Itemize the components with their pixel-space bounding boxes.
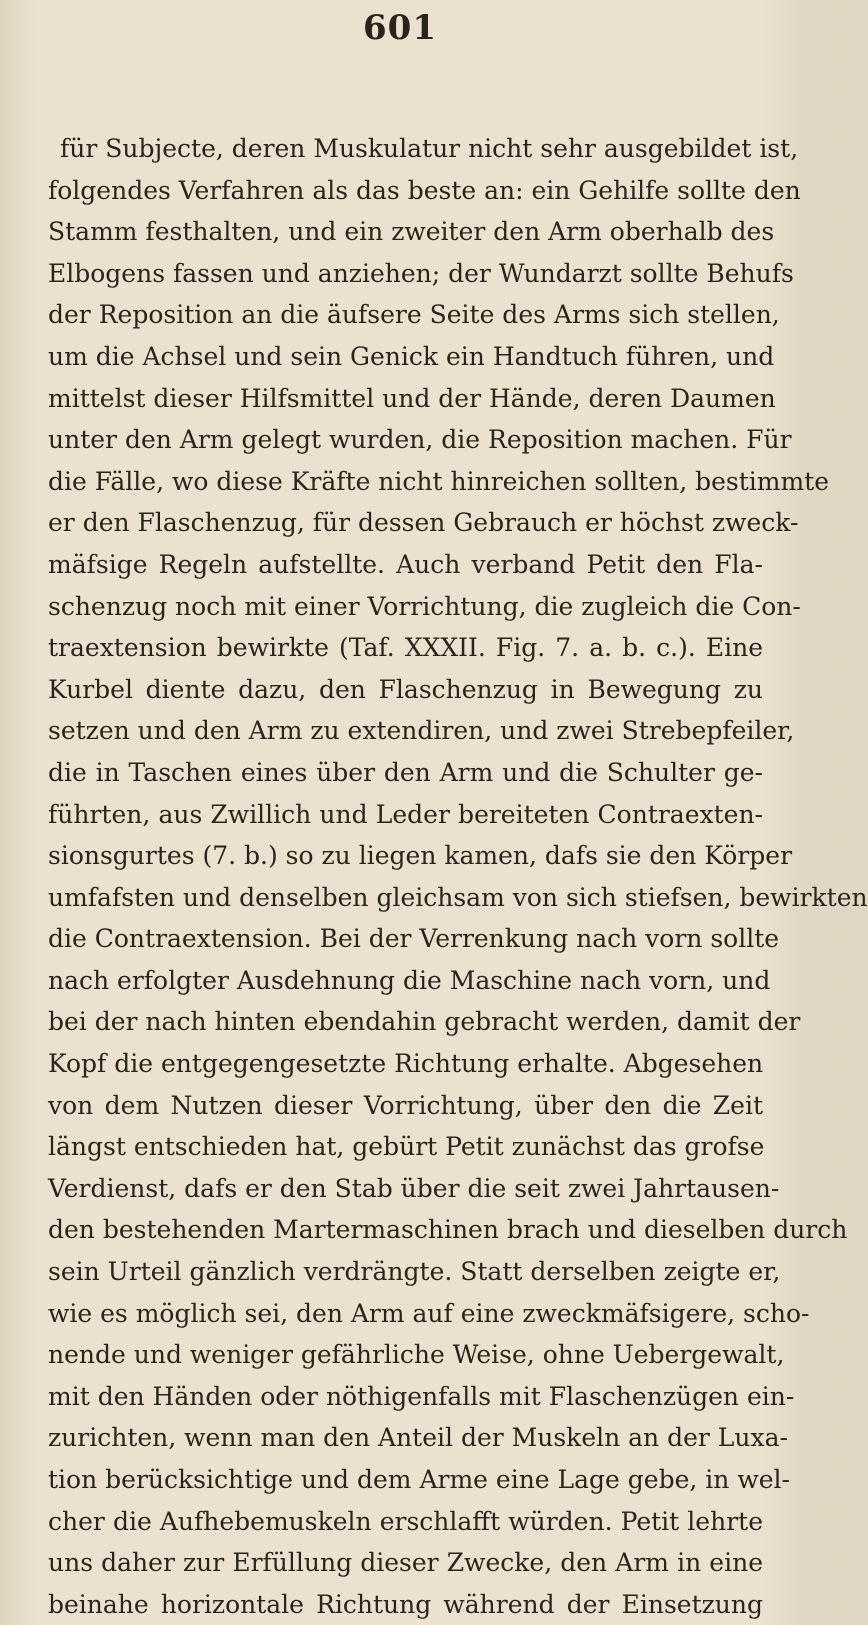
text-line: Elbogens fassen und anziehen; der Wundarzt sollte Behufs xyxy=(48,258,794,288)
text-line: mittelst dieser Hilfsmittel und der Hände, deren Daumen xyxy=(48,383,776,413)
text-line: Verdienst, dafs er den Stab über die seit zwei Jahrtausen- xyxy=(48,1173,780,1203)
text-line: umfafsten und denselben gleichsam von sich stiefsen, bewirkten xyxy=(48,882,868,912)
text-line: cher die Aufhebemuskeln erschlafft würden. Petit lehrte xyxy=(48,1506,763,1536)
text-line: beinahe horizontale Richtung während der Einsetzung xyxy=(48,1589,763,1619)
text-line: von dem Nutzen dieser Vorrichtung, über den die Zeit xyxy=(48,1090,763,1120)
text-line: sionsgurtes (7. b.) so zu liegen kamen, dafs sie den Körper xyxy=(48,841,793,871)
body-text xyxy=(48,128,868,1625)
text-line: setzen und den Arm zu extendiren, und zwei Strebepfeiler, xyxy=(48,716,795,746)
text-line: traextension bewirkte (Taf. XXXII. Fig. 7. a. b. c.). Eine xyxy=(48,633,763,663)
page-number: 601 xyxy=(363,8,437,48)
text-line: folgendes Verfahren als das beste an: ein Gehilfe sollte den xyxy=(48,175,801,205)
text-line: um die Achsel und sein Genick ein Handtuch führen, und xyxy=(48,341,775,371)
text-line: den bestehenden Martermaschinen brach und dieselben durch xyxy=(48,1215,848,1245)
text-line: er den Flaschenzug, für dessen Gebrauch er höchst zweck- xyxy=(48,508,799,538)
text-line: uns daher zur Erfüllung dieser Zwecke, den Arm in eine xyxy=(48,1548,763,1578)
text-line: die Fälle, wo diese Kräfte nicht hinreichen sollten, bestimmte xyxy=(48,466,830,496)
text-line: Kopf die entgegengesetzte Richtung erhalte. Abgesehen xyxy=(48,1049,764,1079)
text-line: führten, aus Zwillich und Leder bereiteten Contraexten- xyxy=(48,799,763,829)
text-line: längst entschieden hat, gebürt Petit zunächst das grofse xyxy=(48,1132,765,1162)
text-line: unter den Arm gelegt wurden, die Reposition machen. Für xyxy=(48,425,792,455)
text-line: sein Urteil gänzlich verdrängte. Statt derselben zeigte er, xyxy=(48,1257,781,1287)
text-line: nach erfolgter Ausdehnung die Maschine nach vorn, und xyxy=(48,965,771,995)
text-line: Kurbel diente dazu, den Flaschenzug in Bewegung zu xyxy=(48,674,763,704)
text-line: bei der nach hinten ebendahin gebracht werden, damit der xyxy=(48,1007,801,1037)
text-line: die Contraextension. Bei der Verrenkung nach vorn sollte xyxy=(48,924,780,954)
text-line: für Subjecte, deren Muskulatur nicht sehr ausgebildet ist, xyxy=(60,134,799,163)
text-line: Stamm festhalten, und ein zweiter den Arm oberhalb des xyxy=(48,217,775,247)
text-line: die in Taschen eines über den Arm und die Schulter ge- xyxy=(48,757,763,787)
text-line: wie es möglich sei, den Arm auf eine zweckmäfsigere, scho- xyxy=(48,1298,810,1328)
text-line: der Reposition an die äufsere Seite des Arms sich stellen, xyxy=(48,300,780,330)
text-line: mit den Händen oder nöthigenfalls mit Flaschenzügen ein- xyxy=(48,1381,795,1411)
text-line: zurichten, wenn man den Anteil der Muskeln an der Luxa- xyxy=(48,1423,788,1453)
text-line: nende und weniger gefährliche Weise, ohne Uebergewalt, xyxy=(48,1340,785,1370)
text-line: mäfsige Regeln aufstellte. Auch verband Petit den Fla- xyxy=(48,549,763,579)
text-line: schenzug noch mit einer Vorrichtung, die zugleich die Con- xyxy=(48,591,801,621)
text-line: tion berücksichtige und dem Arme eine Lage gebe, in wel- xyxy=(48,1465,790,1494)
